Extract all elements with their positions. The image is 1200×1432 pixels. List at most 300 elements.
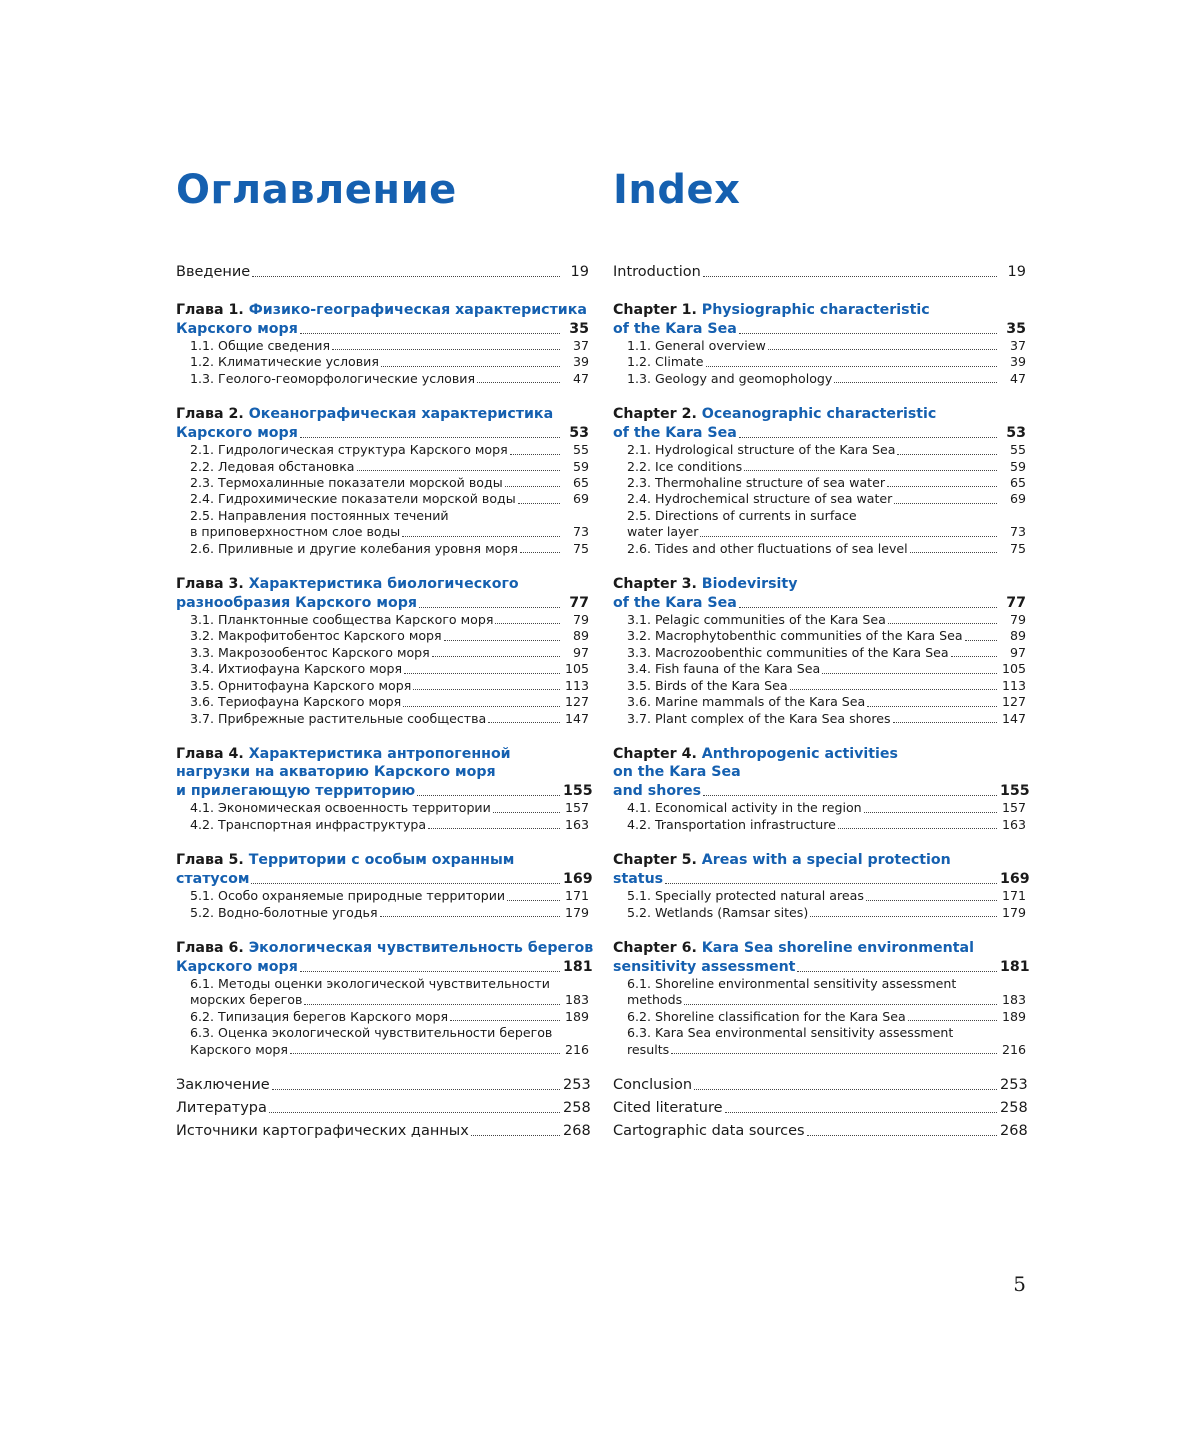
chapter-title-line [613,745,1026,764]
chapter-title-line [176,939,594,958]
dot-leader [706,366,998,367]
dot-leader [838,828,997,829]
toc-section-label: 1.3. Geology and geomophology [627,370,833,386]
chapter-title-text [176,782,415,801]
toc-section [627,612,1026,628]
dot-leader [725,1112,997,1113]
chapter-title-text [613,576,797,592]
toc-section-page: 47 [1009,370,1026,386]
toc-section-page: 157 [564,800,589,816]
chapter-page: 155 [1000,782,1030,799]
dot-leader [300,437,560,438]
dot-leader [864,812,997,813]
chapter-title-text [176,302,587,318]
chapter-title: and shores [613,782,702,799]
toc-section-page: 47 [572,370,589,386]
toc-section [627,817,1026,833]
toc-section-page: 55 [572,442,589,458]
dot-leader [739,333,997,334]
toc-chapter-1 [176,301,589,387]
dot-leader [471,1135,560,1136]
dot-leader [332,349,560,350]
dot-leader [380,916,560,917]
toc-section-label: 3.3. Макрозообентос Карского моря [190,644,430,660]
dot-leader [251,883,560,884]
chapter-sections [176,612,589,727]
toc-section-page: 79 [1009,612,1026,628]
toc-section-label: в приповерхностном слое воды [190,524,401,540]
dot-leader [432,656,560,657]
chapter-title-text [176,424,298,443]
toc-section [627,678,1026,694]
chapter-title-line [613,320,1026,339]
dot-leader [450,1020,560,1021]
toc-section-page: 113 [564,677,589,693]
toc-section-label: 2.4. Гидрохимические показатели морской воды [190,491,516,507]
toc-section-label: 3.6. Териофауна Карского моря [190,694,402,710]
toc-chapter-5 [176,851,593,921]
toc-list-english [613,263,1030,1160]
toc-section-label: 3.7. Прибрежные растительные сообщества [190,710,487,726]
toc-section-label: 2.6. Tides and other fluctuations of sea level [627,540,908,556]
toc-section-label: 4.2. Transportation infrastructure [627,816,836,832]
chapter-title-line [613,405,1026,424]
toc-section-label: methods [627,992,683,1008]
chapter-title: status [613,870,664,887]
toc-section-label: 3.5. Орнитофауна Карского моря [190,677,412,693]
dot-leader [665,883,997,884]
toc-entry-intro-page: 19 [1007,264,1026,280]
toc-entry-end-page: 258 [1000,1100,1028,1117]
toc-entry-end [176,1076,589,1094]
toc-section-page: 73 [1009,524,1026,540]
dot-leader [413,689,560,690]
toc-section-page: 97 [572,644,589,660]
toc-section-label: 3.6. Marine mammals of the Kara Sea [627,694,866,710]
toc-section-page: 69 [1009,491,1026,507]
toc-section-page: 39 [572,354,589,370]
dot-leader [768,349,997,350]
toc-section-page: 59 [1009,458,1026,474]
section-line: 2.5. Направления постоянных течений [190,507,449,523]
chapter-title: sensitivity assessment [613,958,796,975]
toc-section [190,475,589,491]
toc-section-label: 1.2. Климатические условия [190,354,379,370]
dot-leader [419,607,560,608]
toc-section-page: 55 [1009,442,1026,458]
chapter-prefix: Глава 3. [176,576,244,593]
toc-section-page: 113 [1001,677,1026,693]
toc-section-label: 2.6. Приливные и другие колебания уровня моря [190,540,518,556]
toc-section [190,817,589,833]
chapter-prefix: Chapter 2. [613,406,697,423]
dot-leader [417,795,560,796]
toc-section-label: 1.2. Climate [627,354,704,370]
chapter-sections [613,442,1026,557]
chapter-title-line [613,782,1030,801]
toc-entry-end-page: 253 [563,1077,591,1094]
dot-leader [488,722,560,723]
toc-chapter-4 [613,745,1030,833]
toc-section-page: 171 [1001,888,1026,904]
chapter-title: Anthropogenic activities [701,745,898,762]
chapter-title-line [176,763,589,782]
dot-leader [671,1053,997,1054]
toc-entry-end-label: Cartographic data sources [613,1123,805,1140]
section-line: 6.3. Оценка экологической чувствительности берегов [190,1025,553,1041]
toc-section-label: 1.1. General overview [627,338,766,353]
toc-entry-end-label: Литература [176,1100,267,1117]
dot-leader [272,1089,560,1090]
chapter-title-line [176,320,589,339]
toc-entry-end-page: 268 [1000,1123,1028,1140]
toc-section-page: 147 [564,710,589,726]
chapter-page: 155 [563,782,593,799]
chapter-title: статусом [176,870,250,887]
toc-section-page: 216 [564,1041,589,1057]
chapter-title-text [613,594,737,613]
section-line: 2.5. Directions of currents in surface [627,507,857,523]
toc-section-label: 2.2. Ледовая обстановка [190,458,355,474]
toc-section [190,694,589,710]
toc-section [627,541,1026,557]
toc-section-page: 75 [572,540,589,556]
toc-section-page: 69 [572,491,589,507]
toc-section-page: 89 [572,628,589,644]
chapter-title: Океанографическая характеристика [248,406,554,423]
toc-section [627,371,1026,387]
toc-section-page: 157 [1001,800,1026,816]
dot-leader [894,503,997,504]
toc-section [627,524,1026,540]
toc-section [190,905,589,921]
chapter-page: 53 [569,424,589,441]
chapter-prefix: Chapter 3. [613,576,697,593]
chapter-title-text [613,302,930,318]
chapter-title: Экологическая чувствительность берегов [248,940,594,957]
chapter-title-line [613,424,1026,443]
section-line: 6.3. Kara Sea environmental sensitivity assessment [627,1025,954,1041]
toc-entry-end-page: 258 [563,1100,591,1117]
chapter-prefix: Глава 1. [176,302,244,318]
chapter-title-line [176,424,589,443]
chapter-sections [176,800,589,833]
chapter-title: Физико-географическая характеристика [248,302,587,318]
dot-leader [951,656,997,657]
toc-entry-intro-label: Introduction [613,264,701,280]
dot-leader [822,673,997,674]
section-line: 6.1. Методы оценки экологической чувствительности [190,976,550,992]
chapter-title-line [613,851,1026,870]
dot-leader [807,1135,997,1136]
chapter-title-text [613,320,737,339]
toc-section-page: 216 [1001,1041,1026,1057]
dot-leader [304,1004,560,1005]
toc-section-label: 1.1. Общие сведения [190,338,331,353]
dot-leader [495,623,560,624]
chapter-title-text [176,852,514,868]
chapter-title-text [176,406,553,422]
toc-section-label: 3.3. Macrozoobenthic communities of the Kara Sea [627,644,949,660]
toc-section [190,992,589,1008]
toc-section-page: 89 [1009,628,1026,644]
toc-section [190,338,589,354]
toc-section [190,524,589,540]
toc-section-label: 2.4. Hydrochemical structure of sea water [627,491,893,507]
toc-section [627,1042,1026,1058]
toc-section [627,628,1026,644]
chapter-title-text [176,940,593,956]
dot-leader [477,382,560,383]
dot-leader [790,689,997,690]
dot-leader [867,706,997,707]
dot-leader [357,470,560,471]
chapter-title-line [176,870,593,889]
chapter-title: разнообразия Карского моря [176,594,417,611]
toc-section [190,1042,589,1058]
toc-section-label: морских берегов [190,992,303,1008]
toc-section-page: 37 [1009,338,1026,353]
toc-section-label: 6.2. Shoreline classification for the Kara Sea [627,1008,906,1024]
toc-section [627,475,1026,491]
toc-section [627,711,1026,727]
toc-section [190,371,589,387]
toc-section-page: 127 [564,694,589,710]
toc-section-page: 105 [1001,661,1026,677]
chapter-title-text [176,594,417,613]
chapter-title-line [613,763,1026,782]
chapter-title: on the Kara Sea [613,764,741,781]
dot-leader [703,276,997,277]
toc-section-page: 39 [1009,354,1026,370]
dot-leader [684,1004,997,1005]
dot-leader [444,640,560,641]
toc-entry-end [176,1099,589,1117]
chapter-prefix: Глава 4. [176,745,244,762]
toc-section [190,612,589,628]
toc-chapter-6 [613,939,1030,1058]
dot-leader [505,486,560,487]
toc-section-label: 2.1. Hydrological structure of the Kara Sea [627,442,896,458]
chapter-title: нагрузки на акваторию Карского моря [176,764,496,781]
toc-section [190,800,589,816]
toc-section [627,645,1026,661]
chapter-title-line [176,958,593,977]
chapter-title-line [613,301,1026,320]
chapter-title-text [176,320,298,339]
toc-entry-intro [176,263,589,281]
dot-leader [694,1089,997,1090]
toc-section-page: 163 [1001,816,1026,832]
chapter-title: Areas with a special protection [701,852,951,869]
toc-chapter-6 [176,939,594,1058]
chapter-title-line [613,939,1026,958]
toc-section [190,711,589,727]
chapter-title-text [613,940,974,956]
toc-section-label: 2.3. Thermohaline structure of sea water [627,475,886,491]
chapter-title: Карского моря [176,320,298,337]
chapter-page: 35 [569,320,589,337]
chapter-title-line [176,782,593,801]
chapter-page: 77 [1006,594,1026,611]
toc-section-page: 163 [564,816,589,832]
toc-entry-intro-page: 19 [570,264,589,280]
toc-section-label: water layer [627,524,699,540]
chapter-title-text [613,764,741,780]
toc-chapter-4 [176,745,593,833]
toc-heading-english: Index [613,167,741,213]
toc-section-page: 105 [564,661,589,677]
toc-chapter-3 [613,575,1026,727]
chapter-title-line [613,575,1026,594]
chapter-sections [176,888,589,921]
dot-leader [739,437,997,438]
toc-entry-intro [613,263,1026,281]
chapter-title: Территории с особым охранным [248,852,515,869]
toc-section [190,442,589,458]
toc-chapter-5 [613,851,1030,921]
toc-section-label: Карского моря [190,1041,288,1057]
toc-section-label: 3.4. Fish fauna of the Kara Sea [627,661,821,677]
dot-leader [965,640,997,641]
dot-leader [887,486,997,487]
toc-section [627,800,1026,816]
chapter-title-text [176,764,496,780]
chapter-title: Карского моря [176,424,298,441]
chapter-sections [613,338,1026,387]
toc-section-label: results [627,1041,670,1057]
chapter-title-line [176,851,589,870]
toc-section-label: 3.1. Pelagic communities of the Kara Sea [627,612,886,628]
toc-section-label: 5.2. Wetlands (Ramsar sites) [627,904,809,920]
toc-section-label: 1.3. Геолого-геоморфологические условия [190,370,476,386]
dot-leader [700,536,997,537]
chapter-prefix: Глава 6. [176,940,244,957]
chapter-prefix: Chapter 5. [613,852,697,869]
toc-section [627,694,1026,710]
toc-section-page: 179 [564,904,589,920]
toc-section [627,661,1026,677]
toc-section-label: 4.2. Транспортная инфраструктура [190,816,427,832]
toc-chapter-1 [613,301,1026,387]
chapter-title: Карского моря [176,958,298,975]
toc-section [190,491,589,507]
toc-section [627,491,1026,507]
toc-entry-end [613,1076,1026,1094]
toc-section-label: 3.2. Макрофитобентос Карского моря [190,628,442,644]
toc-section [190,678,589,694]
toc-chapter-3 [176,575,589,727]
chapter-title-line [176,745,589,764]
toc-section-label: 3.5. Birds of the Kara Sea [627,677,788,693]
toc-section [627,992,1026,1008]
toc-section [190,645,589,661]
dot-leader [290,1053,560,1054]
chapter-sections [176,976,589,1058]
toc-section-page: 75 [1009,540,1026,556]
toc-section [627,905,1026,921]
toc-section [627,459,1026,475]
toc-section-page: 97 [1009,644,1026,660]
toc-section-label: 6.2. Типизация берегов Карского моря [190,1008,449,1024]
dot-leader [428,828,560,829]
chapter-page: 77 [569,594,589,611]
chapter-title-line [176,594,589,613]
toc-entry-end-label: Conclusion [613,1077,693,1094]
dot-leader [252,276,560,277]
dot-leader [897,454,997,455]
toc-section-label: 3.4. Ихтиофауна Карского моря [190,661,403,677]
chapter-title-text [613,870,663,889]
chapter-title: of the Kara Sea [613,594,737,611]
toc-chapter-2 [613,405,1026,557]
dot-leader [381,366,560,367]
toc-entry-end-label: Источники картографических данных [176,1123,469,1140]
chapter-title-line [176,405,589,424]
toc-section-page: 189 [1001,1008,1026,1024]
chapter-page: 181 [563,958,593,975]
dot-leader [810,916,997,917]
dot-leader [908,1020,997,1021]
toc-section-page: 171 [564,888,589,904]
chapter-title: Oceanographic characteristic [701,406,937,423]
toc-section-label: 5.1. Особо охраняемые природные территории [190,888,506,904]
chapter-title-text [613,782,701,801]
chapter-title-text [613,406,936,422]
dot-leader [493,812,560,813]
chapter-title: Kara Sea shoreline environmental [701,940,974,957]
toc-section [627,1009,1026,1025]
toc-section-page: 127 [1001,694,1026,710]
toc-section-page: 65 [572,475,589,491]
chapter-sections [613,612,1026,727]
chapter-sections [613,976,1026,1058]
page-number: 5 [1013,1272,1026,1296]
toc-section-label: 2.3. Термохалинные показатели морской воды [190,475,503,491]
toc-section-page: 65 [1009,475,1026,491]
section-line: 6.1. Shoreline environmental sensitivity assessment [627,976,957,992]
chapter-sections [613,888,1026,921]
toc-chapter-2 [176,405,589,557]
chapter-page: 169 [1000,870,1030,887]
chapter-title-text [176,958,298,977]
toc-entry-end [176,1122,589,1140]
dot-leader [507,900,560,901]
dot-leader [797,971,997,972]
toc-section [190,888,589,904]
chapter-prefix: Chapter 4. [613,745,697,762]
chapter-prefix: Глава 5. [176,852,244,869]
toc-section [190,1009,589,1025]
toc-entry-end-label: Cited literature [613,1100,723,1117]
toc-section [627,338,1026,354]
toc-entry-end-label: Заключение [176,1077,270,1094]
toc-entry-end-page: 253 [1000,1077,1028,1094]
toc-section [627,442,1026,458]
chapter-prefix: Chapter 1. [613,302,697,318]
toc-column-russian [176,165,594,1140]
dot-leader [300,333,560,334]
dot-leader [510,454,560,455]
chapter-title-line [613,958,1030,977]
dot-leader [888,623,997,624]
dot-leader [520,552,560,553]
toc-entry-end-page: 268 [563,1123,591,1140]
dot-leader [703,795,997,796]
chapter-title: Характеристика биологического [248,576,519,593]
toc-section-page: 73 [572,524,589,540]
toc-section-label: 3.7. Plant complex of the Kara Sea shores [627,710,891,726]
